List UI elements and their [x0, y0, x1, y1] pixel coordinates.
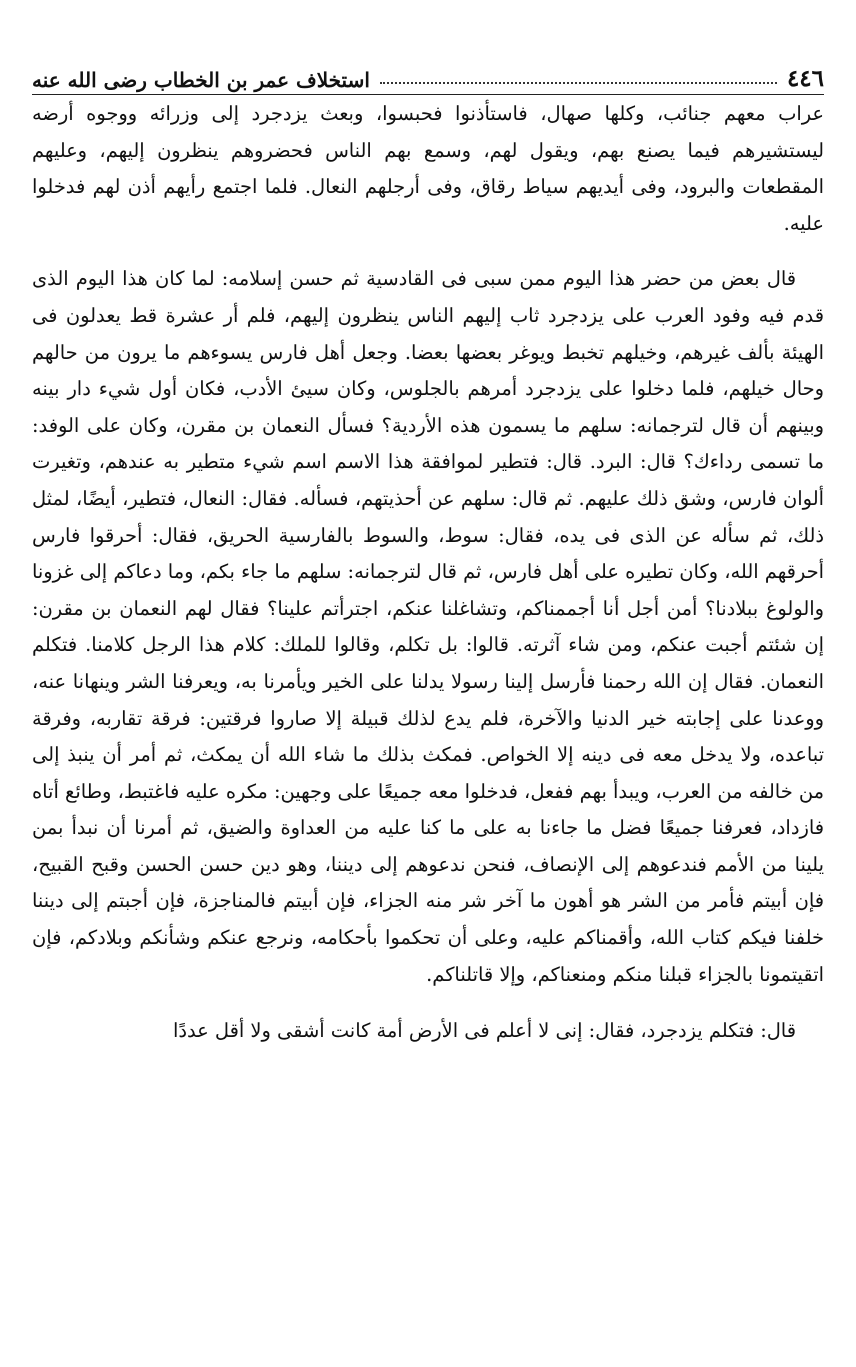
- page-header: [32, 52, 824, 95]
- page-body: [32, 96, 824, 1050]
- paragraph-3: قال: فتكلم يزدجرد، فقال: إنى لا أعلم فى الأرض أمة كانت أشقى ولا أقل عددًا: [172, 1019, 796, 1043]
- paragraph-1: عراب معهم جنائب، وكلها صهال، فاستأذنوا فحبسوا، وبعث يزدجرد إلى وزرائه ووجوه أرضه ليستشيرهم فيما يصنع بهم، ويقول لهم، وسمع بهم الناس فحضروهم ينظرون إليهم، وعليهم المقطعات والبرود، وفى أيديهم سياط رقاق، وفى أرجلهم النعال. فلما اجتمع رأيهم أذن لهم فدخلوا عليه.: [32, 102, 824, 235]
- paragraph-2: قال بعض من حضر هذا اليوم ممن سبى فى القادسية ثم حسن إسلامه: لما كان هذا اليوم الذى قدم فيه وفود العرب على يزدجرد ثاب إليهم الناس ينظرون إليهم، فلم أر عشرة قط يعدلون فى الهيئة بألف غيرهم، وخيلهم تخبط ويوغر بعضها بعضا. وجعل أهل فارس يسوءهم ما يرون من حالهم وحال خيلهم، فلما دخلوا على يزدجرد أمرهم بالجلوس، وكان سيئ الأدب، فكان أول شيء دار بينه وبينهم أن قال لترجمانه: سلهم ما يسمون هذه الأردية؟ فسأل النعمان بن مقرن، وكان على الوفد: ما تسمى رداءك؟ قال: البرد. قال: فتطير لموافقة هذا الاسم اسم شيء متطير به عندهم، وتغيرت ألوان فارس، وشق ذلك عليهم. ثم قال: سلهم عن أحذيتهم، فسأله. فقال: النعال، فتطير، أيضًا، لمثل ذلك، ثم سأله عن الذى فى يده، فقال: سوط، والسوط بالفارسية الحريق، فقال: أحرقوا فارس أحرقهم الله، وكان تطيره على أهل فارس، ثم قال لترجمانه: سلهم ما جاء بكم، وما دعاكم إلى غزونا والولوغ ببلادنا؟ أمن أجل أنا أجممناكم، وتشاغلنا عنكم، اجترأتم علينا؟ فقال لهم النعمان بن مقرن: إن شئتم أجبت عنكم، ومن شاء آثرته. قالوا: بل تكلم، وقالوا للملك: كلام هذا الرجل كلامنا. فتكلم النعمان. فقال إن الله رحمنا فأرسل إلينا رسولا يدلنا على الخير ويأمرنا به، ويعرفنا الشر وينهانا عنه، ووعدنا على إجابته خير الدنيا والآخرة، فلم يدع لذلك قبيلة إلا صاروا فرقتين: فرقة تقاربه، وفرقة تباعده، ولا يدخل معه فى دينه إلا الخواص. فمكث بذلك ما شاء الله أن يمكث، ثم أمر أن ينبذ إلى من خالفه من العرب، ويبدأ بهم ففعل، فدخلوا معه جميعًا على وجهين: مكره عليه فاغتبط، وطائع أتاه فازداد، فعرفنا جميعًا فضل ما جاءنا به على ما كنا عليه من العداوة والضيق، ثم أمرنا أن نبدأ بمن يلينا من الأمم فندعوهم إلى الإنصاف، فنحن ندعوهم إلى ديننا، وهو دين حسن الحسن وقبح القبيح، فإن أبيتم فأمر من الشر هو أهون ما آخر شر منه الجزاء، فإن أبيتم فالمناجزة، فإن أجبتم إلى ديننا خلفنا فيكم كتاب الله، وأقمناكم عليه، وعلى أن تحكموا بأحكامه، ونرجع عنكم وشأنكم وبلادكم، فإن اتقيتمونا بالجزاء قبلنا منكم ومنعناكم، وإلا قاتلناكم.: [31, 267, 824, 986]
- running-title: استخلاف عمر بن الخطاب رضى الله عنه: [32, 68, 370, 92]
- page-number: ٤٤٦: [786, 65, 824, 92]
- header-dot-leader: [380, 82, 777, 84]
